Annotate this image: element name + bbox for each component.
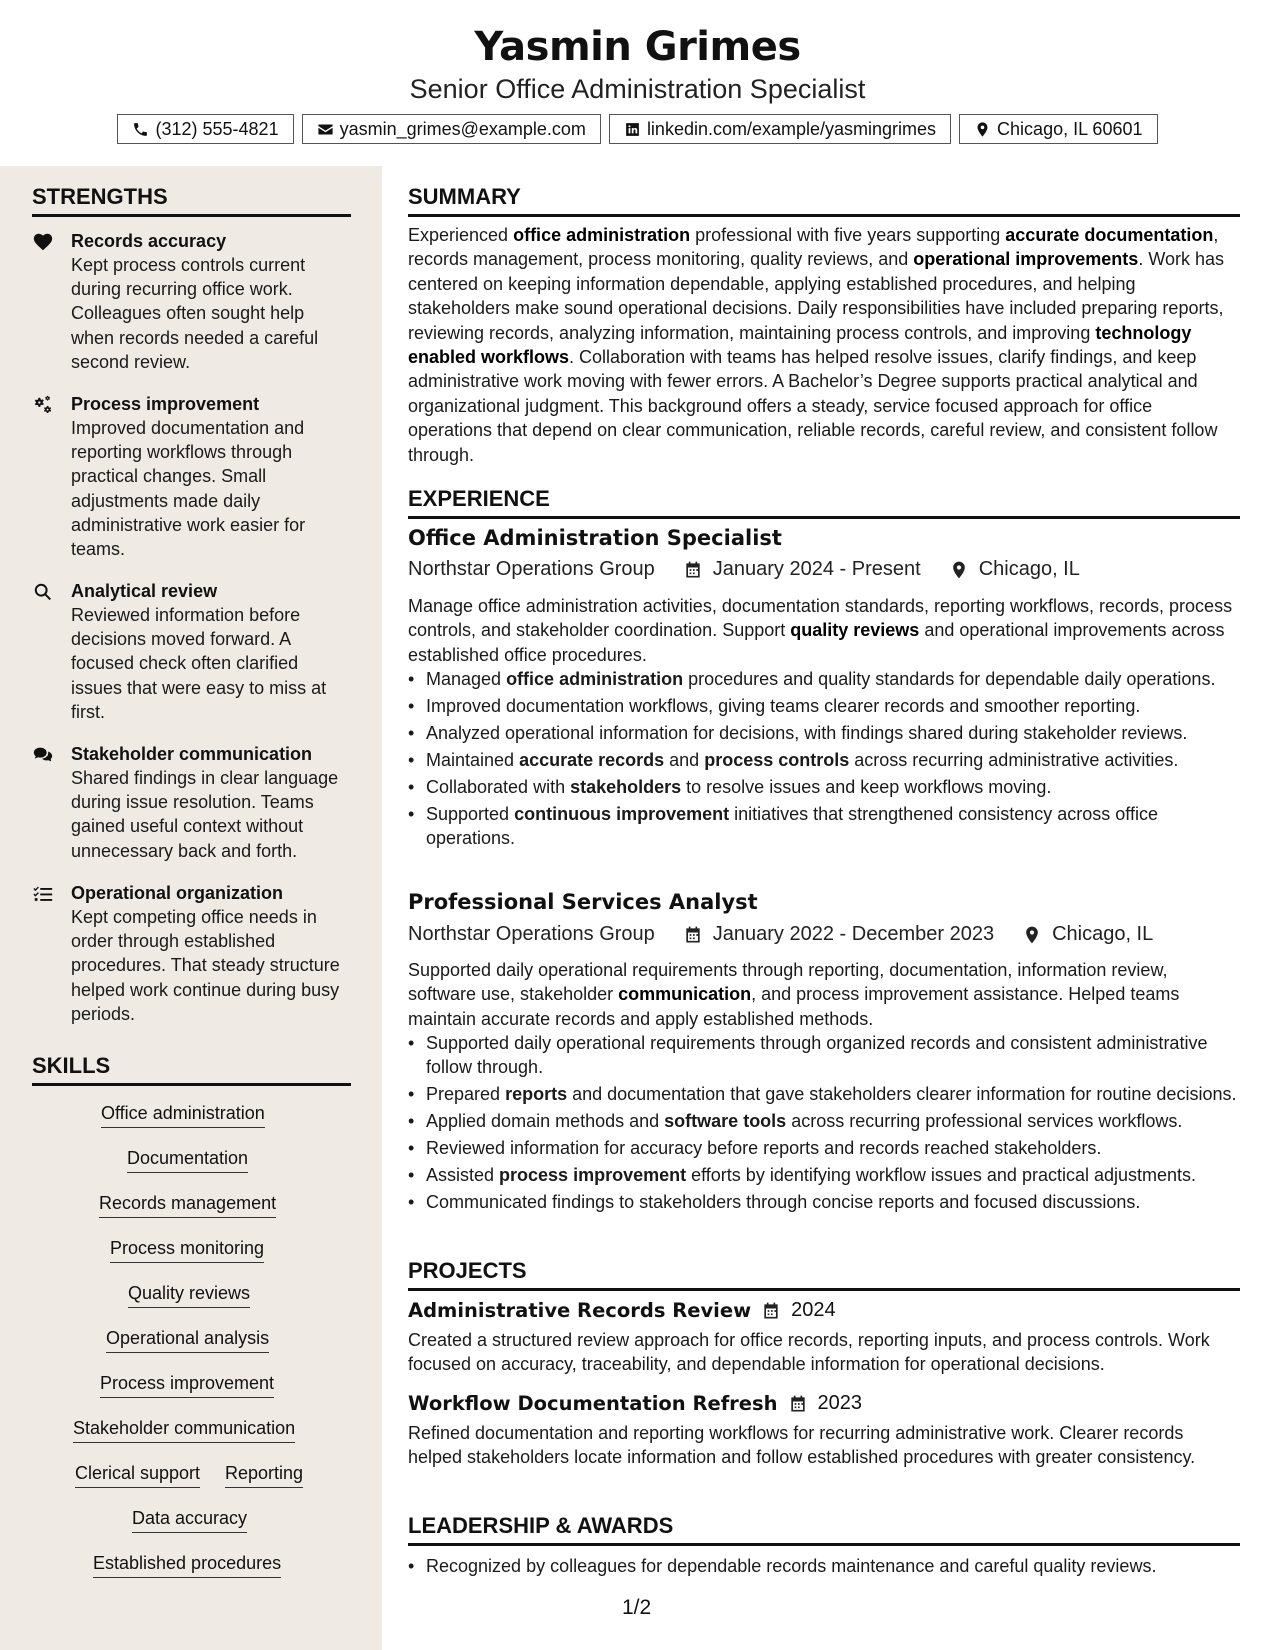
desc-bold: quality reviews <box>790 620 920 641</box>
bullet-seg: to resolve issues and keep workflows moving. <box>681 777 1052 797</box>
skill-tag: Process improvement <box>100 1373 274 1398</box>
calendar-icon <box>683 925 703 945</box>
linkedin-text: linkedin.com/example/yasmingrimes <box>646 118 937 139</box>
bullet-seg: Collaborated with <box>426 777 571 797</box>
strengths-heading: STRENGTHS <box>32 184 351 217</box>
resume-header <box>0 0 1275 166</box>
heart-icon <box>32 231 54 253</box>
summary-bold: technology enabled workflows <box>408 322 1192 368</box>
desc-bold: communication <box>618 984 752 1005</box>
summary-heading: SUMMARY <box>408 184 1240 217</box>
job-location: Chicago, IL <box>1052 923 1154 945</box>
bullet-item <box>408 1031 1240 1080</box>
bullet-seg: across recurring administrative activities. <box>849 750 1179 770</box>
bullet-item <box>408 721 1240 745</box>
bullet-bold: reports <box>505 1084 568 1105</box>
phone-icon <box>132 121 149 138</box>
strength-item <box>32 229 352 374</box>
map-marker-icon <box>974 121 991 138</box>
project-desc: Refined documentation and reporting workflows for recurring administrative work. Clearer records helped stakeholders locate information and follow established procedures with greater consistency. <box>408 1423 1196 1468</box>
job-company: Northstar Operations Group <box>408 558 655 580</box>
skill-tag: Data accuracy <box>132 1508 247 1533</box>
strength-item <box>32 881 352 1026</box>
skill-tag: Process monitoring <box>110 1238 264 1263</box>
strength-title: Process improvement <box>71 394 260 414</box>
bullet-seg: and <box>664 750 705 770</box>
skill-tag: Operational analysis <box>106 1328 269 1353</box>
strength-desc: Reviewed information before decisions moved forward. A focused check often clarified issues that were easy to miss at first. <box>71 605 327 722</box>
skill-tag: Office administration <box>101 1103 265 1128</box>
contact-email[interactable] <box>302 114 601 144</box>
bullet-bold: continuous improvement <box>514 804 730 824</box>
bullet-seg: procedures and quality standards for dependable daily operations. <box>683 669 1216 689</box>
strength-title: Operational organization <box>71 883 284 903</box>
strength-desc: Kept competing office needs in order through established procedures. That steady structure helped work continue during busy periods. <box>71 907 340 1024</box>
skill-tag: Established procedures <box>93 1553 281 1578</box>
bullet-bold: process improvement <box>499 1165 687 1186</box>
strength-item <box>32 392 352 561</box>
project-title-row <box>408 1299 1240 1322</box>
summary-text <box>408 223 1240 467</box>
projects-heading: PROJECTS <box>408 1258 1240 1291</box>
bullet-item <box>408 775 1240 799</box>
linkedin-icon <box>624 121 641 138</box>
envelope-icon <box>317 121 334 138</box>
summary-seg: , records management, process monitoring, quality reviews, and <box>408 225 1219 270</box>
bullet-seg: Maintained <box>426 750 520 770</box>
skill-tag: Stakeholder communication <box>73 1418 295 1443</box>
sidebar <box>0 166 382 1650</box>
bullet-item <box>408 1136 1240 1160</box>
contact-location[interactable] <box>959 114 1157 144</box>
bullet-item <box>408 667 1240 691</box>
bullet-item <box>408 694 1240 718</box>
strength-title: Records accuracy <box>71 231 227 251</box>
summary-bold: office administration <box>513 225 691 245</box>
bullet-seg: Improved documentation workflows, giving teams clearer records and smoother reporting. <box>426 696 1141 716</box>
project-title: Administrative Records Review <box>408 1299 752 1322</box>
search-icon <box>32 581 54 603</box>
job-title: Professional Services Analyst <box>408 890 758 914</box>
desc-seg: , and process improvement assistance. Helped teams maintain accurate records and apply established methods. <box>408 984 1180 1029</box>
project-year: 2023 <box>817 1392 863 1414</box>
candidate-name: Yasmin Grimes <box>474 24 801 70</box>
experience-heading: EXPERIENCE <box>408 486 1240 519</box>
job-dates: January 2022 - December 2023 <box>712 923 995 945</box>
skill-tag: Quality reviews <box>128 1283 250 1308</box>
bullet-seg: Prepared <box>426 1084 506 1105</box>
calendar-icon <box>761 1301 781 1321</box>
skill-tag: Documentation <box>127 1148 248 1173</box>
skills-heading: SKILLS <box>32 1053 351 1086</box>
summary-seg: . Work has centered on keeping information dependable, applying established procedures, and helping stakeholders make sound operational decisions. Daily responsibilities have included preparing reports, reviewing records, analyzing information, maintaining process controls, and improving <box>408 249 1225 343</box>
project-title: Workflow Documentation Refresh <box>408 1392 778 1415</box>
bullet-item <box>408 802 1240 851</box>
bullet-seg: Managed <box>426 669 507 689</box>
leadership-heading: LEADERSHIP & AWARDS <box>408 1513 1240 1546</box>
desc-seg: and operational improvements across established office procedures. <box>408 620 1225 665</box>
calendar-icon <box>683 560 703 580</box>
desc-seg: Supported daily operational requirements through reporting, documentation, information review, software use, stakeholder <box>408 960 1168 1005</box>
job-meta <box>408 558 1240 581</box>
bullet-item <box>408 1190 1240 1214</box>
map-marker-icon <box>1022 925 1042 945</box>
map-marker-icon <box>949 560 969 580</box>
list-check-icon <box>32 883 54 905</box>
gears-icon <box>32 394 54 416</box>
bullet-seg: Supported <box>426 804 515 824</box>
project-desc: Created a structured review approach for office records, reporting inputs, and process controls. Work focused on accuracy, traceability, and dependable information for operational decisions. <box>408 1330 1210 1375</box>
bullet-bold: office administration <box>506 669 684 689</box>
skill-tag: Reporting <box>225 1463 303 1488</box>
bullet-seg: efforts by identifying workflow issues and practical adjustments. <box>686 1165 1197 1186</box>
bullet-seg: and documentation that gave stakeholders clearer information for routine decisions. <box>567 1084 1237 1105</box>
job-bullets <box>408 1031 1240 1217</box>
contact-phone[interactable] <box>117 114 293 144</box>
bullet-bold: software tools <box>664 1111 787 1132</box>
strength-item <box>32 579 352 724</box>
bullet-seg: initiatives that strengthened consistency across office operations. <box>426 804 1158 849</box>
bullet-bold: accurate records <box>519 750 665 770</box>
skill-tag: Records management <box>99 1193 276 1218</box>
job-location: Chicago, IL <box>978 558 1080 580</box>
bullet-seg: Supported daily operational requirements through organized records and consistent administrative follow through. <box>426 1033 1208 1078</box>
strength-desc: Kept process controls current during recurring office work. Colleagues often sought help when records needed a careful second review. <box>71 255 319 372</box>
job-dates: January 2024 - Present <box>712 558 921 580</box>
bullet-item: • Recognized by colleagues for dependable records maintenance and careful quality reviews. <box>408 1554 1240 1578</box>
bullet-seg: Assisted <box>426 1165 500 1186</box>
contact-linkedin[interactable] <box>609 114 951 144</box>
job-bullets <box>408 667 1240 853</box>
bullet-bold: stakeholders <box>570 777 682 797</box>
leadership-bullets <box>408 1554 1240 1581</box>
bullet-seg: Applied domain methods and <box>426 1111 665 1132</box>
summary-seg: professional with five years supporting <box>690 225 1006 245</box>
job-description <box>408 594 1240 667</box>
project-year: 2024 <box>791 1299 836 1321</box>
strength-title: Stakeholder communication <box>71 744 313 764</box>
skill-tag: Clerical support <box>75 1463 200 1488</box>
phone-text: (312) 555-4821 <box>155 118 279 139</box>
bullet-bold: process controls <box>704 750 850 770</box>
bullet-seg: Reviewed information for accuracy before reports and records reached stakeholders. <box>426 1138 1102 1159</box>
bullet-seg: Analyzed operational information for decisions, with findings shared during stakeholder reviews. <box>426 723 1188 743</box>
strength-desc: Improved documentation and reporting workflows through practical changes. Small adjustments made daily administrative work easier for teams. <box>71 418 306 560</box>
email-text: yasmin_grimes@example.com <box>339 118 586 139</box>
desc-seg: Manage office administration activities, documentation standards, reporting workflows, records, process controls, and stakeholder coordination. Support <box>408 596 1233 641</box>
strength-desc: Shared findings in clear language during issue resolution. Teams gained useful context without unnecessary back and forth. <box>71 768 339 861</box>
job-meta <box>408 923 1240 946</box>
bullet-item <box>408 1163 1240 1187</box>
bullet-item <box>408 1082 1240 1106</box>
bullet-item <box>408 1109 1240 1133</box>
summary-bold: operational improvements <box>913 249 1139 270</box>
summary-seg: Experienced <box>408 225 514 245</box>
job-company: Northstar Operations Group <box>408 923 655 945</box>
comments-icon <box>32 744 54 766</box>
contact-bar <box>0 114 1275 144</box>
strength-item <box>32 742 352 863</box>
summary-bold: accurate documentation <box>1005 225 1214 245</box>
summary-seg: . Collaboration with teams has helped resolve issues, clarify findings, and keep administrative work moving with fewer errors. A Bachelor’s Degree supports practical analytical and organizational judgment. This background offers a steady, service focused approach for office operations that depend on clear communication, reliable records, careful review, and consistent follow through. <box>408 347 1218 465</box>
bullet-seg: across recurring professional services workflows. <box>786 1111 1183 1132</box>
page-number: 1/2 <box>622 1596 652 1619</box>
strength-title: Analytical review <box>71 581 218 601</box>
job-title: Office Administration Specialist <box>408 526 782 550</box>
bullet-seg: Communicated findings to stakeholders through concise reports and focused discussions. <box>426 1192 1141 1213</box>
bullet-item <box>408 748 1240 772</box>
calendar-icon <box>788 1394 808 1414</box>
project-title-row <box>408 1392 1240 1415</box>
location-text: Chicago, IL 60601 <box>997 118 1143 139</box>
job-description <box>408 958 1240 1031</box>
candidate-title: Senior Office Administration Specialist <box>409 74 866 104</box>
